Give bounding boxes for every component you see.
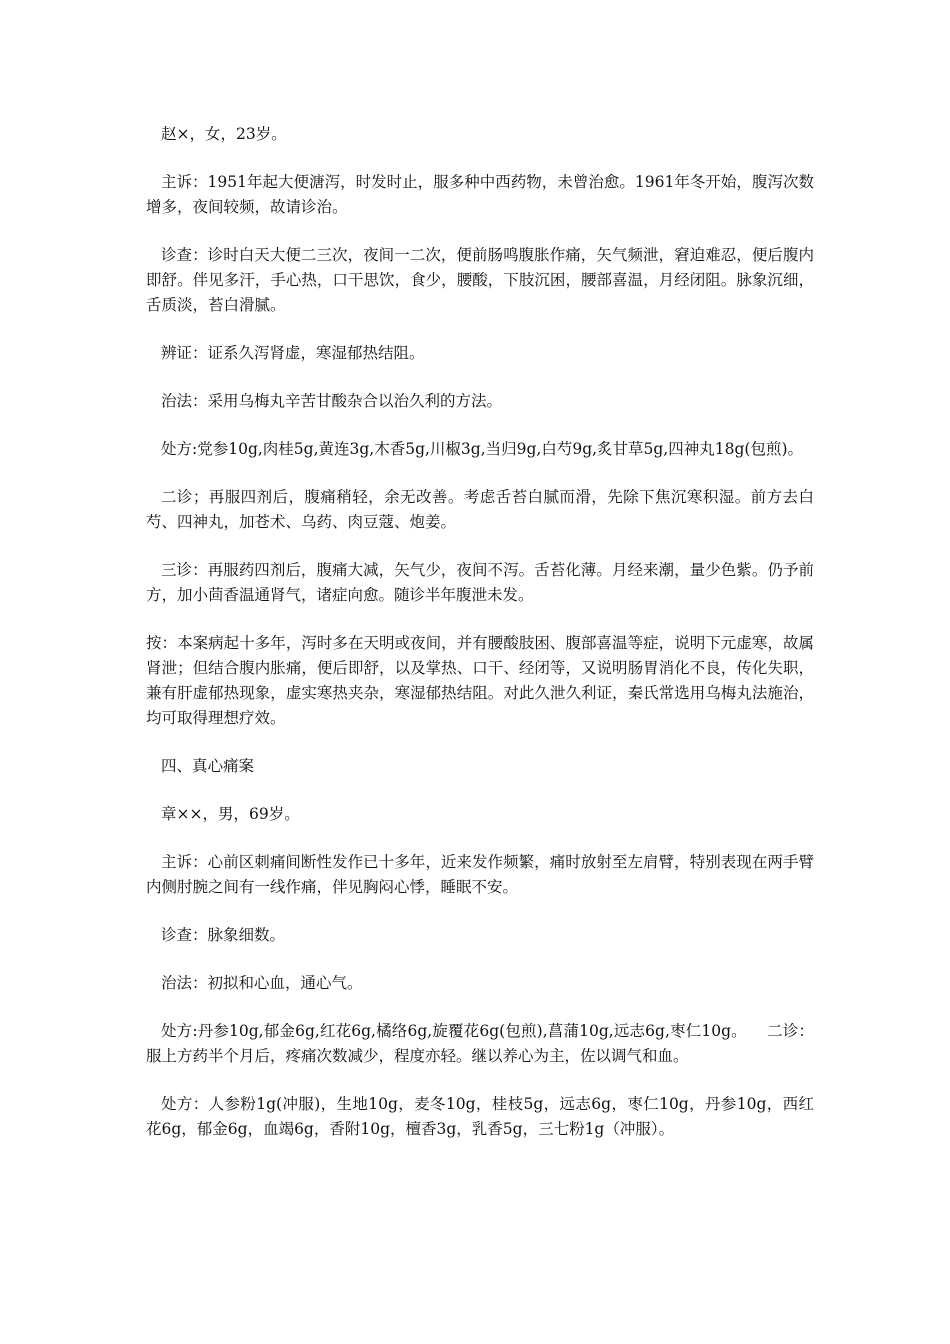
prescription-3: 处方：人参粉1g(冲服)，生地10g，麦冬10g，桂枝5g，远志6g，枣仁10g，丹参10g，西红花6g，郁金6g，血竭6g，香附10g，檀香3g，乳香5g，三七粉1g（冲服）。 (146, 1095, 814, 1138)
treatment-method-2: 治法：初拟和心血，通心气。 (161, 974, 363, 992)
chief-complaint-2: 主诉：心前区刺痛间断性发作已十多年，近来发作频繁，痛时放射至左肩臂，特别表现在两手臂内侧肘腕之间有一线作痛，伴见胸闷心悸，睡眠不安。 (146, 853, 814, 896)
patient-info-2: 章××，男，69岁。 (161, 805, 300, 823)
prescription-1: 处方:党参10g,肉桂5g,黄连3g,木香5g,川椒3g,当归9g,白芍9g,炙甘草5g,四神丸18g(包煎)。 (161, 440, 804, 458)
chief-complaint-1: 主诉：1951年起大便溏泻，时发时止，服多种中西药物，未曾治愈。1961年冬开始，腹泻次数增多，夜间较频，故请诊治。 (146, 173, 814, 216)
prescription-2: 处方:丹参10g,郁金6g,红花6g,橘络6g,旋覆花6g(包煎),菖蒲10g,远志6g,枣仁10g。 二诊：服上方药半个月后，疼痛次数减少，程度亦轻。继以养心为主，佐以调气和血。 (146, 1022, 814, 1065)
section-heading: 四、真心痛案 (161, 757, 255, 775)
third-visit-1: 三诊：再服药四剂后，腹痛大减，矢气少，夜间不泻。舌苔化薄。月经来潮，量少色紫。仍予前方，加小茴香温通肾气，诸症向愈。随诊半年腹泄未发。 (146, 561, 814, 604)
second-visit-1: 二诊；再服四剂后，腹痛稍轻，余无改善。考虑舌苔白腻而滑，先除下焦沉寒积湿。前方去白芍、四神丸，加苍术、乌药、肉豆蔻、炮姜。 (146, 488, 814, 531)
document-page (146, 122, 814, 1165)
examination-2: 诊查：脉象细数。 (161, 926, 286, 944)
treatment-method-1: 治法：采用乌梅丸辛苦甘酸杂合以治久利的方法。 (161, 392, 503, 410)
diagnosis-1: 辨证：证系久泻肾虚，寒湿郁热结阻。 (161, 344, 425, 362)
patient-info-1: 赵×，女，23岁。 (161, 125, 287, 143)
examination-1: 诊查：诊时白天大便二三次，夜间一二次，便前肠鸣腹胀作痛，矢气频泄，窘迫难忍，便后腹内即舒。伴见多汗，手心热，口干思饮，食少，腰酸，下肢沉困，腰部喜温，月经闭阻。脉象沉细，舌质淡，苔白滑腻。 (146, 246, 814, 314)
commentary-1: 按：本案病起十多年，泻时多在天明或夜间，并有腰酸肢困、腹部喜温等症，说明下元虚寒，故属肾泄；但结合腹内胀痛，便后即舒，以及掌热、口干、经闭等，又说明肠胃消化不良，传化失职，兼有肝虚郁热现象，虚实寒热夹杂，寒湿郁热结阻。对此久泄久利证，秦氏常选用乌梅丸法施治，均可取得理想疗效。 (146, 634, 814, 727)
